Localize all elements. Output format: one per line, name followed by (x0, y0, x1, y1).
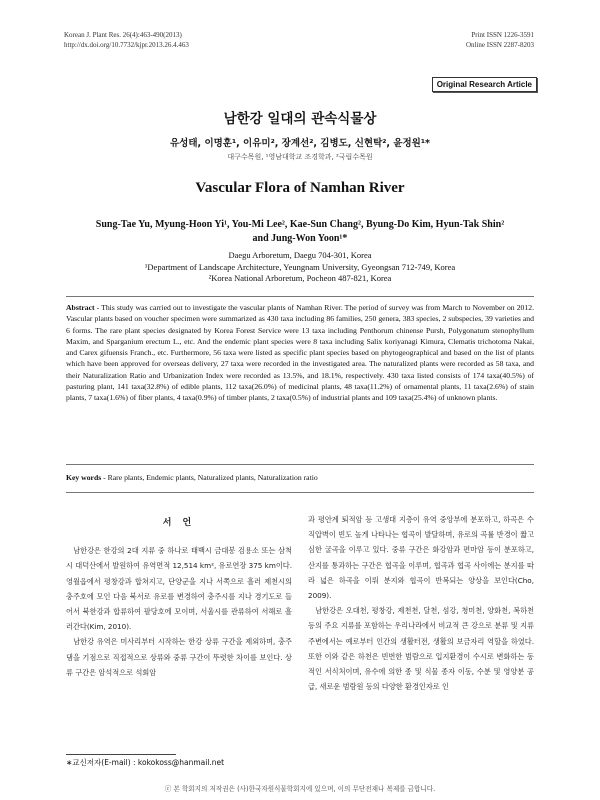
issn-block (466, 30, 534, 50)
english-authors-line2: and Jung-Won Yoon¹* (252, 233, 348, 244)
copyright-notice: ⓒ 본 학회지의 저작권은 (사)한국자원식물학회지에 있으며, 이의 무단전재나 복제를 금합니다. (164, 785, 436, 793)
corresponding-author-footnote: ∗교신저자(E-mail) : kokokoss@hanmail.net (66, 758, 225, 767)
english-authors-line1: Sung-Tae Yu, Myung-Hoon Yi¹, You-Mi Lee², Kae-Sun Chang², Byung-Do Kim, Hyun-Tak Shin² (95, 219, 505, 230)
journal-header (64, 30, 189, 50)
body-right-column (308, 512, 534, 694)
affiliation-line: Daegu Arboretum, Daegu 704-301, Korea (228, 250, 372, 260)
body-paragraph: 남한강 유역은 미사리부터 시작하는 한강 상류 구간을 제외하며, 충주댐을 기점으로 직접적으로 상류와 중류 구간이 뚜렷한 차이를 보인다. 상류 구간은 암석적으로 석회암 (66, 637, 292, 677)
footnote-rule (66, 754, 176, 755)
korean-affiliations: 대구수목원, ¹영남대학교 조경학과, ²국립수목원 (227, 153, 373, 161)
abstract-text: - This study was carried out to investigate the vascular plants of Namhan River. The period of survey was from March to November on 2012. Vascular plants based on voucher specimen were summarized as 430 taxa including 86 families, 250 genera, 383 species, 2 subspecies, 39 varieties and 6 forms. The rare plant species designated by Korea Forest Service were 13 taxa including Penthorum chinense Pursh, Polygonatum stenophyllum Maxim, and Sparganium erectum L., etc. And the endemic plant species were 8 taxa including Salix koriyanagi Kimura, Clematis trichotoma Nakai, and Carex gifuensis Franch., etc. Furthermore, 56 taxa were listed as specific plant species based on phytogeographical and based on the list of plants which have been approved for overseas delivery, 27 taxa were recorded in the investigated area. The naturalized plants were recorded as 58 taxa, and their Naturalization Ratio and Urbanization Index were recorded as 13.5%, and 18.1%, respectively. 430 taxa listed consists of 174 taxa(40.5%) of pasturing plant, 141 taxa(32.8%) of edible plants, 112 taxa(26.0%) of medicinal plants, 48 taxa(11.2%) of ornamental plants, 11 taxa(2.6%) of stain plants, 7 taxa(1.6%) of fiber plants, 4 taxa(0.9%) of timber plants, 2 taxa(0.5%) of industrial plants and 109 taxa(25.4%) of unknown plants. (66, 303, 534, 403)
abstract (66, 302, 534, 404)
english-affiliations (0, 250, 600, 285)
body-paragraph: 과 평안계 퇴적암 등 고생대 지층이 유역 중앙부에 분포하고, 하곡은 수직압벽이 빈도 높게 나타나는 협곡이 발달하며, 유로의 곡률 반경이 짧고 심한 굴곡을 이루고 있다. 중류 구간은 화강암과 편마암 등이 분포하고, 산지를 통과하는 구간은 협곡을 이루며, 협곡과 협곡 사이에는 분지를 따라 넓은 하곡을 이뤄 분지와 협곡이 반복되는 양상을 보인다(Cho, 2009). (308, 515, 534, 601)
affiliation-line: ¹Department of Landscape Architecture, Yeungnam University, Gyeongsan 712-749, Korea (144, 261, 456, 272)
print-issn: Print ISSN 1226-3591 (471, 31, 534, 39)
article-type-badge: Original Research Article (432, 77, 537, 92)
doi-link[interactable]: http://dx.doi.org/10.7732/kjpr.2013.26.4.463 (64, 41, 189, 49)
english-authors (90, 218, 510, 246)
abstract-top-rule (66, 296, 534, 297)
keywords-rule (66, 492, 534, 493)
section-title: 서 언 (162, 518, 196, 528)
body-paragraph: 남한강은 한강의 2대 지류 중 하나로 태백시 금대봉 검용소 또는 삼척시 대덕산에서 발원하여 유역면적 12,514 km², 유로연장 375 km이다. 영월읍에서 평창강과 합쳐지고, 단양군을 지나 서쪽으로 흘러 제천시의 충주호에 모인 다음 북서로 유로를 변경하여 충주시를 지나 경기도로 들어서 북한강과 합류하여 팔당호에 모이며, 서울시를 관류하여 서해로 흘러간다(Kim, 2010). (66, 546, 292, 632)
online-issn: Online ISSN 2287-8203 (465, 41, 534, 49)
korean-authors: 유성태, 이명훈¹, 이유미², 장계선², 김병도, 신현탁², 윤정원¹* (170, 138, 430, 149)
english-title: Vascular Flora of Namhan River (195, 180, 405, 196)
body-left-column (66, 512, 292, 680)
korean-title: 남한강 일대의 관속식물상 (223, 111, 377, 127)
keywords (66, 473, 534, 482)
keywords-text: - Rare plants, Endemic plants, Naturalized plants, Naturalization ratio (101, 473, 318, 482)
journal-citation: Korean J. Plant Res. 26(4):463-490(2013) (64, 31, 182, 39)
abstract-bottom-rule (66, 464, 534, 465)
keywords-label: Key words (66, 473, 102, 482)
affiliation-line: ²Korea National Arboretum, Pocheon 487-821, Korea (208, 273, 392, 283)
body-paragraph: 남한강은 오대천, 평창강, 제천천, 달천, 섬강, 청미천, 양화천, 복하천 등의 주요 지류를 포함하는 우리나라에서 비교적 큰 강으로 분류 및 지류 주변에서는 예로부터 인간의 생활터전, 생활의 보금자리 역할을 하였다. 또한 이와 같은 하천은 빈번한 범람으로 입지환경이 수시로 변화하는 동적인 서식처이며, 유수에 의한 종 및 식물 종자 이동, 수분 및 영양분 공급, 새로운 범람원 등의 다양한 환경인자로 인 (308, 606, 534, 692)
abstract-label: Abstract (66, 303, 95, 312)
